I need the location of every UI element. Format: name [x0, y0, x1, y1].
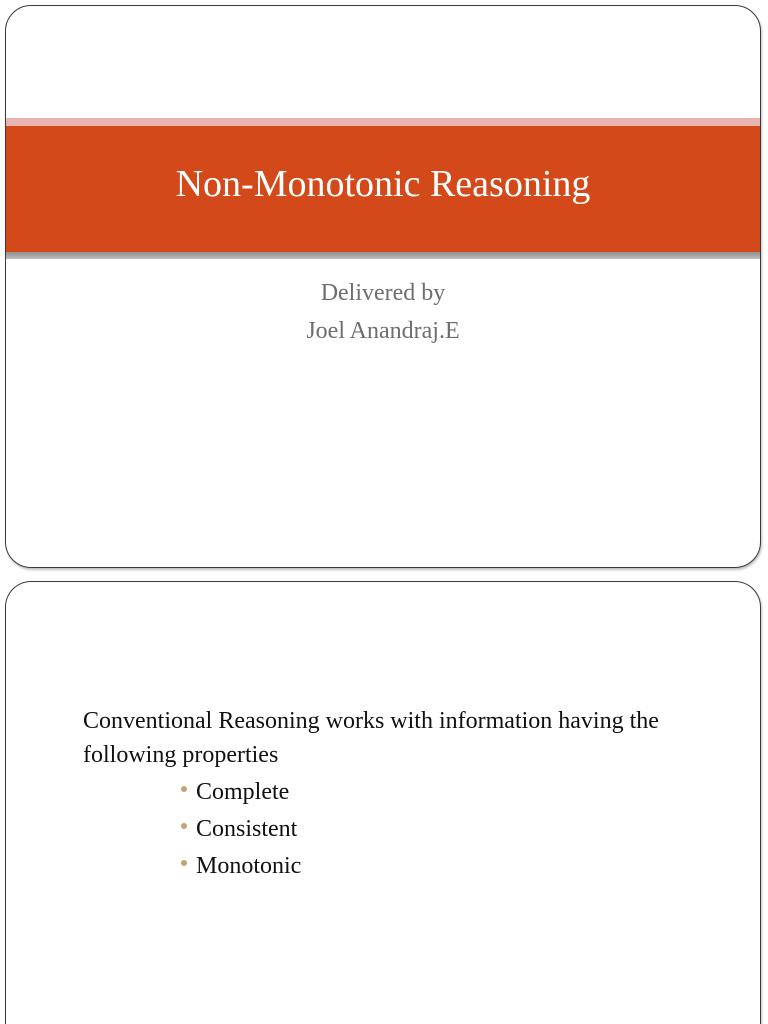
bullet-label: Consistent	[196, 816, 298, 842]
title-band-highlight	[6, 118, 760, 126]
slide-body-text: Conventional Reasoning works with information having the following properties	[83, 708, 659, 768]
bullet-list	[181, 774, 301, 885]
subtitle-author: Joel Anandraj.E	[306, 318, 460, 344]
title-band	[6, 126, 760, 252]
subtitle-delivered-by: Delivered by	[320, 280, 446, 306]
bullet-dot-icon	[181, 860, 187, 866]
slide-2	[5, 581, 761, 1024]
bullet-item	[181, 848, 301, 885]
bullet-item	[181, 774, 301, 811]
bullet-dot-icon	[181, 823, 187, 829]
bullet-dot-icon	[181, 786, 187, 792]
slide-1	[5, 5, 761, 568]
bullet-label: Complete	[196, 779, 290, 805]
bullet-item	[181, 811, 301, 848]
bullet-label: Monotonic	[196, 853, 302, 879]
slide-title: Non-Monotonic Reasoning	[175, 163, 591, 205]
title-band-shadow	[6, 252, 760, 259]
